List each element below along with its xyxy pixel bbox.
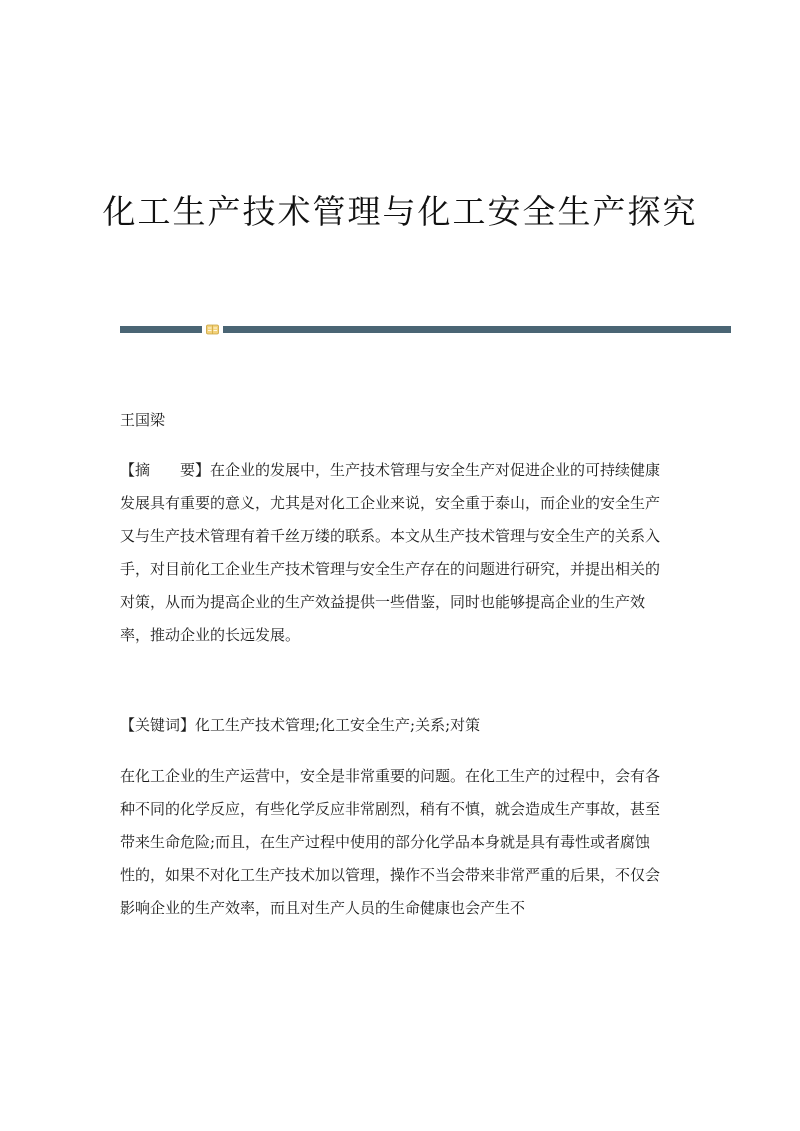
intro-text: 在化工企业的生产运营中，安全是非常重要的问题。在化工生产的过程中，会有各种不同的化学反应，有些化学反应非常剧烈，稍有不慎，就会造成生产事故，甚至带来生命危险;而且，在生产过程中使用的部分化学品本身就是具有毒性或者腐蚀性的，如果不对化工生产技术加以管理，操作不当会带来非常严重的后果，不仅会影响企业的生产效率，而且对生产人员的生命健康也会产生不 [120,767,661,917]
document-title: 化工生产技术管理与化工安全生产探究 [102,192,698,231]
author-text: 王国梁 [120,411,166,429]
keywords-section [120,709,660,742]
divider-bar-left [120,326,202,333]
abstract-text: 【摘 要】在企业的发展中，生产技术管理与安全生产对促进企业的可持续健康发展具有重要的意义，尤其是对化工企业来说，安全重于泰山，而企业的安全生产又与生产技术管理有着千丝万缕的联系。本文从生产技术管理与安全生产的关系入手，对目前化工企业生产技术管理与安全生产存在的问题进行研究，并提出相关的对策，从而为提高企业的生产效益提供一些借鉴，同时也能够提高企业的生产效率，推动企业的长远发展。 [120,461,661,644]
author-name [120,404,660,437]
title-divider [120,324,731,335]
keywords-text: 【关键词】化工生产技术管理;化工安全生产;关系;对策 [120,716,481,734]
divider-bar-right [223,326,731,333]
book-emblem-icon [206,324,219,335]
abstract-section [120,454,660,652]
intro-paragraph [120,760,660,925]
